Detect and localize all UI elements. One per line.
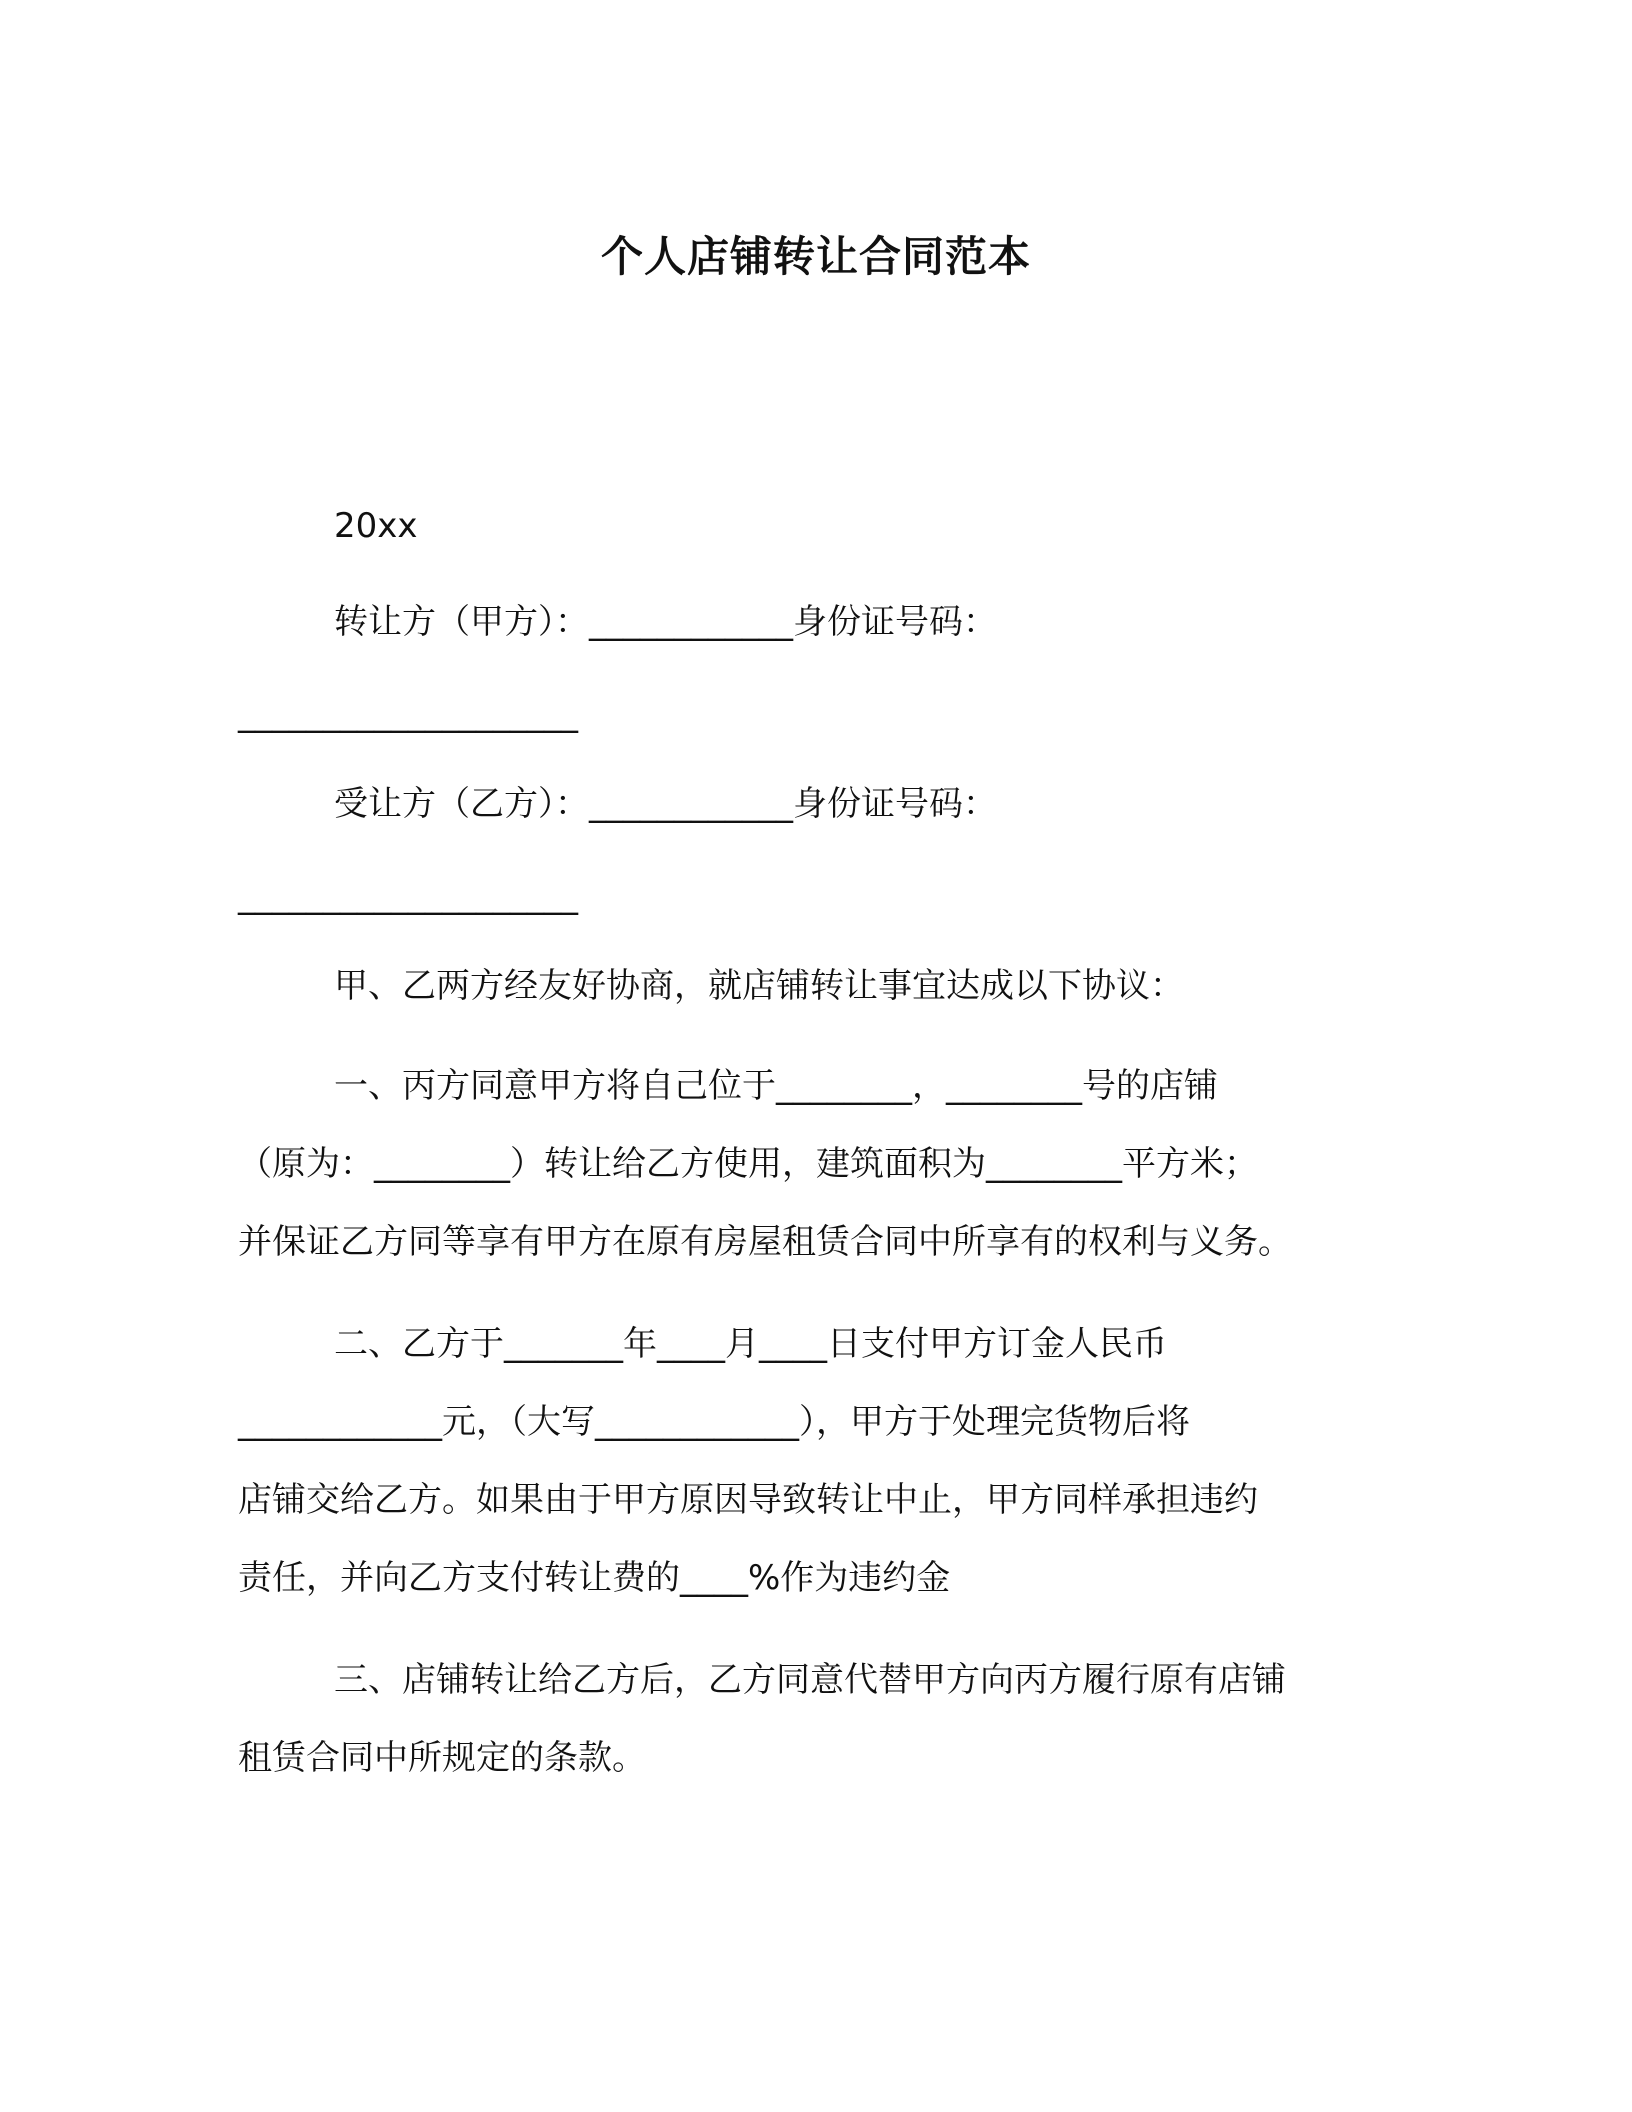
document-title: 个人店铺转让合同范本 xyxy=(600,232,1031,281)
clause-2-line-2: ____________元，（大写____________），甲方于处理完货物后将 xyxy=(238,1402,1190,1442)
intro-paragraph: 甲、乙两方经友好协商，就店铺转让事宜达成以下协议： xyxy=(334,966,1184,1006)
transferee-line: 受让方（乙方）：____________身份证号码： xyxy=(334,784,997,824)
clause-1-line-1: 一、丙方同意甲方将自己位于________，________号的店铺 xyxy=(334,1066,1218,1106)
year-line: 20xx xyxy=(334,506,418,546)
clause-2-line-3: 店铺交给乙方。如果由于甲方原因导致转让中止，甲方同样承担违约 xyxy=(238,1480,1258,1520)
clause-3-line-1: 三、店铺转让给乙方后，乙方同意代替甲方向丙方履行原有店铺 xyxy=(334,1660,1286,1700)
clause-2-line-1: 二、乙方于_______年____月____日支付甲方订金人民币 xyxy=(334,1324,1167,1364)
transferor-id-blank: ____________________ xyxy=(238,694,578,734)
clause-1-line-2: （原为：________）转让给乙方使用，建筑面积为________平方米； xyxy=(238,1144,1258,1184)
transferee-id-blank: ____________________ xyxy=(238,876,578,916)
clause-1-line-3: 并保证乙方同等享有甲方在原有房屋租赁合同中所享有的权利与义务。 xyxy=(238,1222,1292,1262)
clause-2-line-4: 责任，并向乙方支付转让费的____%作为违约金 xyxy=(238,1558,951,1598)
transferor-line: 转让方（甲方）：____________身份证号码： xyxy=(334,602,997,642)
clause-3-line-2: 租赁合同中所规定的条款。 xyxy=(238,1738,646,1778)
